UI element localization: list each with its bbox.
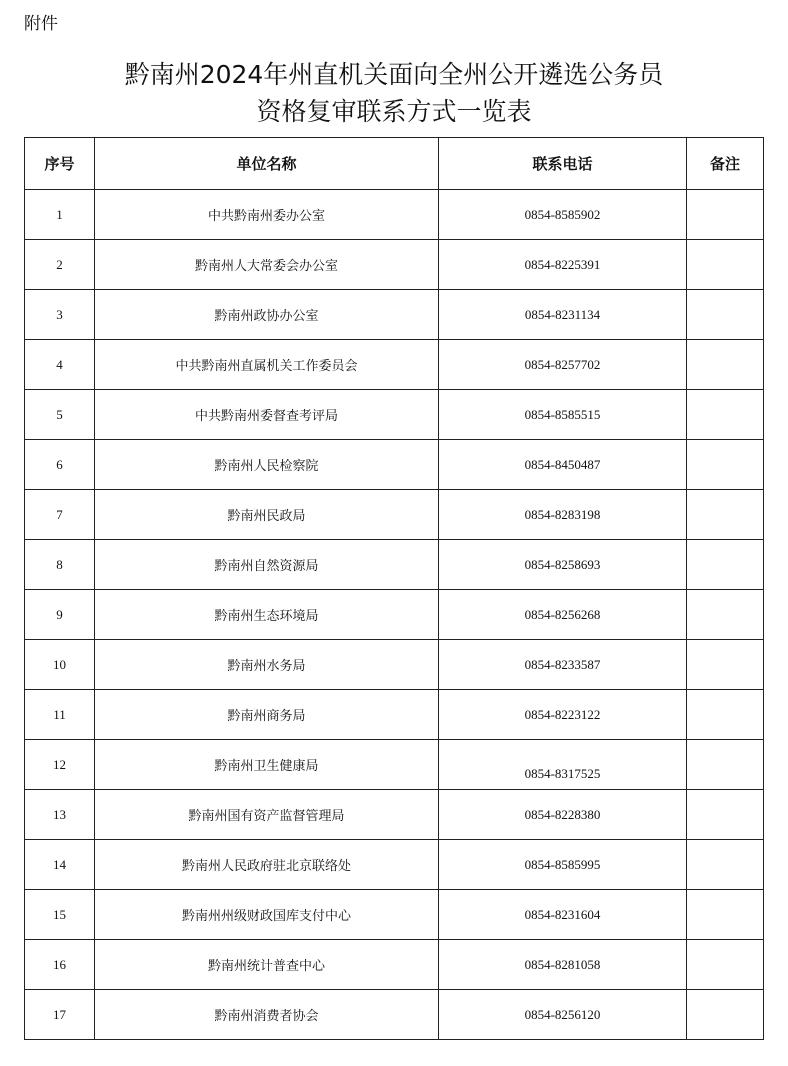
row-seq: 5 bbox=[25, 390, 95, 440]
table-row bbox=[25, 190, 764, 240]
row-note bbox=[687, 940, 764, 990]
row-phone: 0854-8223122 bbox=[524, 706, 601, 722]
row-seq: 11 bbox=[25, 690, 95, 740]
table-row bbox=[25, 590, 764, 640]
row-note bbox=[687, 690, 764, 740]
row-phone: 0854-8231604 bbox=[524, 906, 601, 922]
row-phone-cell bbox=[439, 440, 687, 490]
row-note bbox=[687, 640, 764, 690]
table-row bbox=[25, 340, 764, 390]
row-phone: 0854-8256268 bbox=[524, 606, 601, 622]
table-row bbox=[25, 440, 764, 490]
row-phone: 0854-8585515 bbox=[524, 406, 601, 422]
row-seq: 8 bbox=[25, 540, 95, 590]
row-unit-name: 黔南州人民政府驻北京联络处 bbox=[95, 840, 439, 890]
row-phone-cell bbox=[439, 540, 687, 590]
table-row bbox=[25, 690, 764, 740]
row-seq: 4 bbox=[25, 340, 95, 390]
contact-table bbox=[24, 137, 764, 1040]
table-row bbox=[25, 240, 764, 290]
table-row bbox=[25, 490, 764, 540]
row-unit-name: 黔南州人大常委会办公室 bbox=[95, 240, 439, 290]
page-title-line-1: 黔南州2024年州直机关面向全州公开遴选公务员 bbox=[124, 60, 664, 89]
row-note bbox=[687, 290, 764, 340]
row-unit-name: 中共黔南州委办公室 bbox=[95, 190, 439, 240]
row-seq: 9 bbox=[25, 590, 95, 640]
row-phone: 0854-8283198 bbox=[524, 506, 601, 522]
row-phone-cell bbox=[439, 390, 687, 440]
row-seq: 7 bbox=[25, 490, 95, 540]
header-note: 备注 bbox=[687, 138, 764, 190]
row-unit-name: 黔南州州级财政国库支付中心 bbox=[95, 890, 439, 940]
row-phone: 0854-8225391 bbox=[524, 256, 601, 272]
row-unit-name: 黔南州国有资产监督管理局 bbox=[95, 790, 439, 840]
row-phone: 0854-8231134 bbox=[524, 306, 601, 322]
row-unit-name: 中共黔南州直属机关工作委员会 bbox=[95, 340, 439, 390]
row-unit-name: 黔南州人民检察院 bbox=[95, 440, 439, 490]
table-row bbox=[25, 890, 764, 940]
row-note bbox=[687, 190, 764, 240]
row-note bbox=[687, 340, 764, 390]
row-seq: 14 bbox=[25, 840, 95, 890]
row-phone-cell bbox=[439, 190, 687, 240]
row-phone: 0854-8258693 bbox=[524, 556, 601, 572]
table-row bbox=[25, 740, 764, 790]
row-unit-name: 黔南州商务局 bbox=[95, 690, 439, 740]
row-note bbox=[687, 540, 764, 590]
header-seq: 序号 bbox=[25, 138, 95, 190]
page-title-line-2: 资格复审联系方式一览表 bbox=[256, 97, 532, 126]
header-unit: 单位名称 bbox=[95, 138, 439, 190]
row-phone-cell bbox=[439, 640, 687, 690]
row-unit-name: 黔南州政协办公室 bbox=[95, 290, 439, 340]
row-note bbox=[687, 890, 764, 940]
row-note bbox=[687, 790, 764, 840]
row-unit-name: 黔南州卫生健康局 bbox=[95, 740, 439, 790]
row-note bbox=[687, 990, 764, 1040]
row-unit-name: 黔南州统计普查中心 bbox=[95, 940, 439, 990]
row-unit-name: 黔南州消费者协会 bbox=[95, 990, 439, 1040]
header-phone: 联系电话 bbox=[439, 138, 687, 190]
row-phone: 0854-8585902 bbox=[524, 206, 601, 222]
row-phone-cell bbox=[439, 790, 687, 840]
row-unit-name: 黔南州自然资源局 bbox=[95, 540, 439, 590]
row-phone: 0854-8257702 bbox=[524, 356, 601, 372]
row-seq: 16 bbox=[25, 940, 95, 990]
table-row bbox=[25, 540, 764, 590]
row-note bbox=[687, 590, 764, 640]
row-phone-cell bbox=[439, 690, 687, 740]
row-phone: 0854-8256120 bbox=[524, 1006, 601, 1022]
table-row bbox=[25, 990, 764, 1040]
row-phone: 0854-8281058 bbox=[524, 956, 601, 972]
row-phone: 0854-8450487 bbox=[524, 456, 601, 472]
row-seq: 2 bbox=[25, 240, 95, 290]
table-row bbox=[25, 940, 764, 990]
row-phone-cell bbox=[439, 740, 687, 790]
table-row bbox=[25, 840, 764, 890]
row-phone-cell bbox=[439, 890, 687, 940]
table-row bbox=[25, 390, 764, 440]
row-seq: 3 bbox=[25, 290, 95, 340]
row-phone: 0854-8228380 bbox=[524, 806, 601, 822]
row-unit-name: 黔南州民政局 bbox=[95, 490, 439, 540]
row-phone-cell bbox=[439, 990, 687, 1040]
row-note bbox=[687, 490, 764, 540]
table-row bbox=[25, 790, 764, 840]
row-seq: 13 bbox=[25, 790, 95, 840]
row-note bbox=[687, 240, 764, 290]
row-phone-cell bbox=[439, 840, 687, 890]
row-note bbox=[687, 440, 764, 490]
row-phone-cell bbox=[439, 240, 687, 290]
row-phone-cell bbox=[439, 340, 687, 390]
row-unit-name: 黔南州生态环境局 bbox=[95, 590, 439, 640]
attachment-label: 附件 bbox=[24, 14, 58, 34]
row-seq: 12 bbox=[25, 740, 95, 790]
row-note bbox=[687, 840, 764, 890]
row-unit-name: 中共黔南州委督查考评局 bbox=[95, 390, 439, 440]
row-seq: 10 bbox=[25, 640, 95, 690]
row-unit-name: 黔南州水务局 bbox=[95, 640, 439, 690]
row-seq: 1 bbox=[25, 190, 95, 240]
row-seq: 6 bbox=[25, 440, 95, 490]
table-row bbox=[25, 290, 764, 340]
row-phone-cell bbox=[439, 590, 687, 640]
row-phone: 0854-8317525 bbox=[524, 765, 601, 781]
row-phone-cell bbox=[439, 490, 687, 540]
row-seq: 15 bbox=[25, 890, 95, 940]
row-phone: 0854-8585995 bbox=[524, 856, 601, 872]
row-phone-cell bbox=[439, 290, 687, 340]
row-phone: 0854-8233587 bbox=[524, 656, 601, 672]
row-note bbox=[687, 390, 764, 440]
table-header-row bbox=[25, 138, 764, 190]
row-seq: 17 bbox=[25, 990, 95, 1040]
row-phone-cell bbox=[439, 940, 687, 990]
row-note bbox=[687, 740, 764, 790]
table-row bbox=[25, 640, 764, 690]
